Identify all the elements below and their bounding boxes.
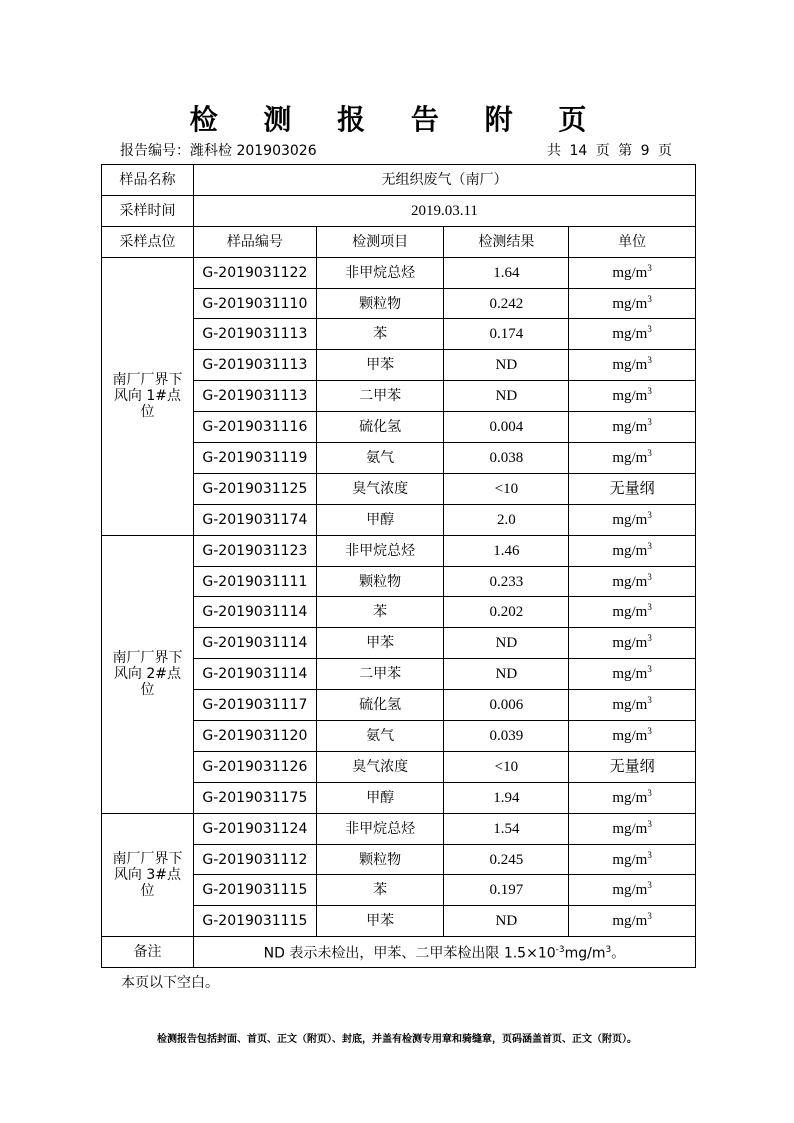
unit-exponent: 3	[647, 664, 652, 675]
sample-id: G-2019031123	[193, 535, 316, 566]
sample-id: G-2019031120	[193, 721, 316, 752]
page-info: 共 14 页 第 9 页	[547, 143, 672, 159]
sample-id: G-2019031115	[193, 875, 316, 906]
test-result: 0.038	[444, 443, 569, 474]
test-result: 2.0	[444, 504, 569, 535]
unit-exponent: 3	[647, 324, 652, 335]
test-result: ND	[444, 628, 569, 659]
sampling-location	[102, 813, 194, 937]
test-result: <10	[444, 473, 569, 504]
test-result: 0.197	[444, 875, 569, 906]
unit-cell	[569, 597, 696, 628]
sampling-location	[102, 535, 194, 813]
sample-id: G-2019031117	[193, 690, 316, 721]
sample-id: G-2019031114	[193, 597, 316, 628]
test-item: 甲醇	[316, 782, 444, 813]
unit-cell	[569, 350, 696, 381]
unit-cell	[569, 875, 696, 906]
test-result: 1.64	[444, 257, 569, 288]
sample-id: G-2019031111	[193, 566, 316, 597]
test-result: 0.174	[444, 319, 569, 350]
unit-exponent: 3	[647, 540, 652, 551]
sample-id: G-2019031110	[193, 288, 316, 319]
unit-exponent: 3	[647, 386, 652, 397]
sample-id: G-2019031116	[193, 412, 316, 443]
unit-cell	[569, 381, 696, 412]
sample-id: G-2019031119	[193, 443, 316, 474]
test-result: ND	[444, 350, 569, 381]
unit-text: mg/m	[612, 388, 648, 405]
unit-cell	[569, 906, 696, 937]
column-header: 检测项目	[316, 226, 444, 257]
table-row	[102, 813, 696, 844]
test-result: 0.004	[444, 412, 569, 443]
unit-text: mg/m	[612, 789, 648, 806]
unit-text: mg/m	[612, 727, 648, 744]
unit-exponent: 3	[647, 447, 652, 458]
test-item: 硫化氢	[316, 412, 444, 443]
unit-exponent: 3	[647, 849, 652, 860]
sample-id: G-2019031174	[193, 504, 316, 535]
unit-text: mg/m	[612, 604, 648, 621]
unit-text: mg/m	[612, 573, 648, 590]
column-header: 样品编号	[193, 226, 316, 257]
unit-exponent: 3	[647, 787, 652, 798]
test-item: 苯	[316, 597, 444, 628]
table-row	[102, 257, 696, 288]
test-item: 氨气	[316, 721, 444, 752]
remark-label: 备注	[102, 937, 194, 968]
unit-cell	[569, 844, 696, 875]
test-result: <10	[444, 751, 569, 782]
sample-id: G-2019031113	[193, 350, 316, 381]
unit-text: mg/m	[612, 357, 648, 374]
sample-id: G-2019031113	[193, 381, 316, 412]
column-header: 检测结果	[444, 226, 569, 257]
unit-exponent: 3	[647, 509, 652, 520]
unit-cell	[569, 443, 696, 474]
test-result: 0.245	[444, 844, 569, 875]
sample-id: G-2019031124	[193, 813, 316, 844]
test-item: 二甲苯	[316, 659, 444, 690]
footer-note: 检测报告包括封面、首页、正文（附页）、封底，并盖有检测专用章和骑缝章，页码涵盖首页、正文（附页）。	[157, 1034, 637, 1045]
unit-cell	[569, 659, 696, 690]
test-result: 1.46	[444, 535, 569, 566]
test-item: 非甲烷总烃	[316, 535, 444, 566]
test-result: ND	[444, 906, 569, 937]
test-result: 0.006	[444, 690, 569, 721]
test-result: 0.039	[444, 721, 569, 752]
unit-text: mg/m	[612, 913, 648, 930]
remark-prefix: ND 表示未检出，甲苯、二甲苯检出限 1.5×10	[263, 946, 556, 963]
results-table	[101, 164, 696, 968]
unit-exponent: 3	[647, 293, 652, 304]
unit-exponent: 3	[647, 880, 652, 891]
column-header: 采样点位	[102, 226, 194, 257]
unit-exponent: 3	[647, 571, 652, 582]
unit-text: mg/m	[612, 326, 648, 343]
blank-note: 本页以下空白。	[121, 975, 219, 991]
test-item: 氨气	[316, 443, 444, 474]
sample-name-row	[102, 165, 696, 196]
unit-cell	[569, 628, 696, 659]
unit-text: mg/m	[612, 820, 648, 837]
unit-cell	[569, 319, 696, 350]
remark-unit: mg/m	[564, 946, 606, 963]
test-result: 0.233	[444, 566, 569, 597]
unit-cell	[569, 288, 696, 319]
unit-cell	[569, 751, 696, 782]
sampling-location-text: 南厂厂界下风向 1#点位	[112, 372, 183, 421]
test-item: 苯	[316, 875, 444, 906]
test-result: 0.202	[444, 597, 569, 628]
unit-exponent: 3	[647, 818, 652, 829]
unit-text: mg/m	[612, 697, 648, 714]
unit-text: mg/m	[612, 882, 648, 899]
unit-exponent: 3	[647, 633, 652, 644]
unit-exponent: 3	[647, 355, 652, 366]
unit-cell	[569, 721, 696, 752]
sample-id: G-2019031114	[193, 628, 316, 659]
test-item: 二甲苯	[316, 381, 444, 412]
unit-cell	[569, 813, 696, 844]
sample-id: G-2019031115	[193, 906, 316, 937]
test-item: 硫化氢	[316, 690, 444, 721]
test-item: 颗粒物	[316, 566, 444, 597]
unit-cell	[569, 535, 696, 566]
test-item: 非甲烷总烃	[316, 813, 444, 844]
report-number: 报告编号：潍科检 201903026	[120, 143, 317, 159]
test-result: 1.94	[444, 782, 569, 813]
unit-cell	[569, 473, 696, 504]
unit-text: mg/m	[612, 264, 648, 281]
page-title: 检 测 报 告 附 页	[189, 103, 605, 136]
sample-name-label: 样品名称	[102, 165, 194, 196]
test-result: ND	[444, 659, 569, 690]
test-item: 甲苯	[316, 350, 444, 381]
test-item: 甲醇	[316, 504, 444, 535]
test-item: 非甲烷总烃	[316, 257, 444, 288]
sampling-time-label: 采样时间	[102, 195, 194, 226]
sample-name-value: 无组织废气（南厂）	[193, 165, 695, 196]
unit-cell	[569, 782, 696, 813]
unit-text: mg/m	[612, 295, 648, 312]
unit-text: mg/m	[612, 542, 648, 559]
sampling-time-value: 2019.03.11	[193, 195, 695, 226]
test-item: 臭气浓度	[316, 473, 444, 504]
remark-exponent: -3	[555, 945, 565, 956]
unit-text: mg/m	[612, 851, 648, 868]
unit-text: 无量纲	[609, 758, 655, 775]
remark-unit-exponent: 3	[605, 945, 612, 956]
sampling-location	[102, 257, 194, 535]
remark-text	[193, 937, 695, 968]
sample-id: G-2019031122	[193, 257, 316, 288]
unit-cell	[569, 566, 696, 597]
unit-exponent: 3	[647, 262, 652, 273]
unit-exponent: 3	[647, 417, 652, 428]
unit-exponent: 3	[647, 725, 652, 736]
test-item: 苯	[316, 319, 444, 350]
test-item: 甲苯	[316, 628, 444, 659]
test-item: 颗粒物	[316, 844, 444, 875]
sample-id: G-2019031114	[193, 659, 316, 690]
unit-exponent: 3	[647, 602, 652, 613]
header-row	[102, 226, 696, 257]
unit-cell	[569, 504, 696, 535]
test-result: 0.242	[444, 288, 569, 319]
column-header: 单位	[569, 226, 696, 257]
sampling-location-text: 南厂厂界下风向 2#点位	[112, 650, 183, 699]
unit-text: mg/m	[612, 449, 648, 466]
sampling-location-text: 南厂厂界下风向 3#点位	[112, 850, 183, 899]
test-result: ND	[444, 381, 569, 412]
test-item: 臭气浓度	[316, 751, 444, 782]
remark-row	[102, 937, 696, 968]
sampling-time-row	[102, 195, 696, 226]
unit-text: mg/m	[612, 635, 648, 652]
remark-suffix: 。	[611, 946, 626, 963]
unit-exponent: 3	[647, 695, 652, 706]
unit-text: mg/m	[612, 511, 648, 528]
sample-id: G-2019031113	[193, 319, 316, 350]
unit-cell	[569, 690, 696, 721]
unit-cell	[569, 257, 696, 288]
unit-exponent: 3	[647, 911, 652, 922]
table-row	[102, 535, 696, 566]
sample-id: G-2019031112	[193, 844, 316, 875]
test-result: 1.54	[444, 813, 569, 844]
test-item: 甲苯	[316, 906, 444, 937]
unit-text: 无量纲	[609, 480, 655, 497]
unit-cell	[569, 412, 696, 443]
test-item: 颗粒物	[316, 288, 444, 319]
sample-id: G-2019031175	[193, 782, 316, 813]
unit-text: mg/m	[612, 419, 648, 436]
sample-id: G-2019031126	[193, 751, 316, 782]
sample-id: G-2019031125	[193, 473, 316, 504]
unit-text: mg/m	[612, 666, 648, 683]
